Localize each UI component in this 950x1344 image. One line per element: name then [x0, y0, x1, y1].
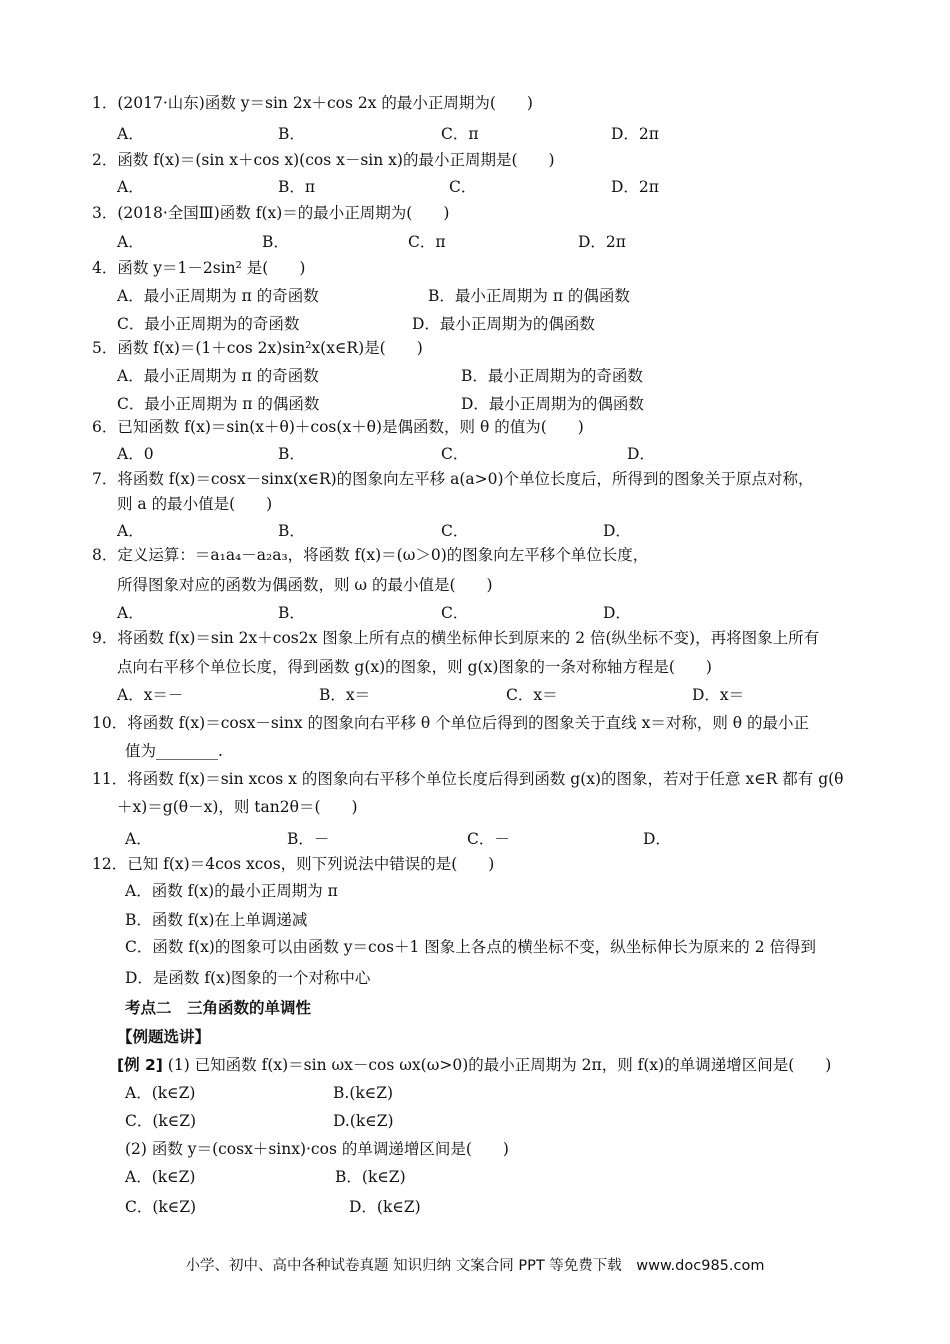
q3-stem: 3．(2018·全国Ⅲ)函数 f(x)＝的最小正周期为( ) — [92, 204, 450, 222]
q9-stem-line2: 点向右平移个单位长度，得到函数 g(x)的图象，则 g(x)图象的一条对称轴方程是( ) — [117, 658, 712, 676]
q7-option-a: A． — [117, 522, 144, 540]
q1-option-a: A． — [117, 125, 144, 143]
q4-option-a: A．最小正周期为 π 的奇函数 — [117, 287, 319, 305]
ex2-p1-option-b: B.(k∈Z) — [333, 1084, 394, 1102]
q11-stem-line1: 11．将函数 f(x)＝sin xcos x 的图象向右平移个单位长度后得到函数 g(x)的图象，若对于任意 x∈R 都有 g(θ — [92, 770, 844, 788]
q11-option-c: C．－ — [467, 830, 510, 848]
q7-stem-line2: 则 a 的最小值是( ) — [117, 495, 273, 513]
q3-option-d: D．2π — [578, 233, 626, 251]
ex2-p2-option-c: C．(k∈Z) — [125, 1198, 197, 1216]
q7-stem-line1: 7．将函数 f(x)＝cosx－sinx(x∈R)的图象向左平移 a(a>0)个单位长度后，所得到的图象关于原点对称， — [92, 470, 814, 488]
q4-option-c: C．最小正周期为的奇函数 — [117, 315, 300, 333]
q11-option-a: A． — [125, 830, 152, 848]
q7-option-b: B． — [278, 522, 305, 540]
q2-option-b: B．π — [278, 178, 316, 196]
example2-part1 — [117, 1055, 831, 1075]
q12-option-c: C．函数 f(x)的图象可以由函数 y＝cos＋1 图象上各点的横坐标不变，纵坐标伸长为原来的 2 倍得到 — [125, 938, 817, 956]
ex2-p1-option-d: D.(k∈Z) — [333, 1112, 394, 1130]
ex2-p1-option-c: C．(k∈Z) — [125, 1112, 197, 1130]
q1-stem: 1．(2017·山东)函数 y＝sin 2x＋cos 2x 的最小正周期为( ) — [92, 94, 533, 112]
example2-part1-stem: (1) 已知函数 f(x)＝sin ωx－cos ωx(ω>0)的最小正周期为 2π，则 f(x)的单调递增区间是( ) — [167, 1056, 832, 1074]
q4-option-b: B．最小正周期为 π 的偶函数 — [428, 287, 630, 305]
ex2-p2-option-d: D．(k∈Z) — [349, 1198, 421, 1216]
q1-option-c: C．π — [441, 125, 479, 143]
q5-option-b: B．最小正周期为的奇函数 — [461, 367, 643, 385]
q6-option-b: B． — [278, 445, 305, 463]
q2-option-d: D．2π — [611, 178, 659, 196]
subsection-heading: 【例题选讲】 — [117, 1028, 211, 1046]
q5-option-d: D．最小正周期为的偶函数 — [461, 395, 644, 413]
q6-option-a: A．0 — [117, 445, 154, 463]
q12-option-d: D．是函数 f(x)图象的一个对称中心 — [125, 969, 371, 987]
q8-option-d: D． — [603, 604, 631, 622]
q9-option-d: D．x＝ — [692, 686, 745, 704]
ex2-p2-option-b: B．(k∈Z) — [335, 1168, 406, 1186]
q8-option-b: B． — [278, 604, 305, 622]
q2-option-c: C． — [449, 178, 477, 196]
example2-part2-stem: (2) 函数 y＝(cosx＋sinx)·cos 的单调递增区间是( ) — [125, 1140, 509, 1158]
q9-option-c: C．x＝ — [506, 686, 558, 704]
q8-stem-line1: 8．定义运算：＝a₁a₄－a₂a₃，将函数 f(x)＝(ω＞0)的图象向左平移个单位长度， — [92, 546, 649, 564]
q12-option-b: B．函数 f(x)在上单调递减 — [125, 911, 308, 929]
q7-option-d: D． — [603, 522, 631, 540]
q6-option-d: D． — [627, 445, 655, 463]
q11-option-d: D． — [643, 830, 671, 848]
q7-option-c: C． — [441, 522, 469, 540]
q5-option-c: C．最小正周期为 π 的偶函数 — [117, 395, 320, 413]
q8-stem-line2: 所得图象对应的函数为偶函数，则 ω 的最小值是( ) — [117, 576, 493, 594]
section-heading: 考点二 三角函数的单调性 — [125, 999, 312, 1017]
ex2-p1-option-a: A．(k∈Z) — [125, 1084, 196, 1102]
q11-stem-line2: ＋x)＝g(θ－x)，则 tan2θ＝( ) — [117, 798, 358, 816]
ex2-p2-option-a: A．(k∈Z) — [125, 1168, 196, 1186]
q9-option-b: B．x＝ — [319, 686, 371, 704]
example2-label: [例 2] — [117, 1056, 163, 1074]
q6-stem: 6．已知函数 f(x)＝sin(x＋θ)＋cos(x＋θ)是偶函数，则 θ 的值为( ) — [92, 418, 584, 436]
q8-option-c: C． — [441, 604, 469, 622]
q5-option-a: A．最小正周期为 π 的奇函数 — [117, 367, 319, 385]
q3-option-c: C．π — [408, 233, 446, 251]
q4-option-d: D．最小正周期为的偶函数 — [412, 315, 595, 333]
q5-stem: 5．函数 f(x)＝(1＋cos 2x)sin²x(x∈R)是( ) — [92, 339, 423, 357]
q10-stem-line1: 10．将函数 f(x)＝cosx－sinx 的图象向右平移 θ 个单位后得到的图象关于直线 x＝对称，则 θ 的最小正 — [92, 714, 810, 732]
q12-stem: 12．已知 f(x)＝4cos xcos，则下列说法中错误的是( ) — [92, 855, 495, 873]
q1-option-d: D．2π — [611, 125, 659, 143]
q10-stem-line2: 值为________. — [125, 742, 223, 760]
q4-stem: 4．函数 y＝1－2sin² 是( ) — [92, 259, 306, 277]
q8-option-a: A． — [117, 604, 144, 622]
q9-option-a: A．x＝－ — [117, 686, 184, 704]
q2-stem: 2．函数 f(x)＝(sin x＋cos x)(cos x－sin x)的最小正周期是( ) — [92, 151, 555, 169]
q11-option-b: B．－ — [287, 830, 330, 848]
q12-option-a: A．函数 f(x)的最小正周期为 π — [125, 882, 338, 900]
q1-option-b: B． — [278, 125, 305, 143]
page-footer: 小学、初中、高中各种试卷真题 知识归纳 文案合同 PPT 等免费下载 www.doc985.com — [185, 1258, 765, 1274]
q3-option-b: B． — [262, 233, 289, 251]
q3-option-a: A． — [117, 233, 144, 251]
q6-option-c: C． — [441, 445, 469, 463]
q9-stem-line1: 9．将函数 f(x)＝sin 2x＋cos2x 图象上所有点的横坐标伸长到原来的 2 倍(纵坐标不变)，再将图象上所有 — [92, 629, 820, 647]
q2-option-a: A． — [117, 178, 144, 196]
